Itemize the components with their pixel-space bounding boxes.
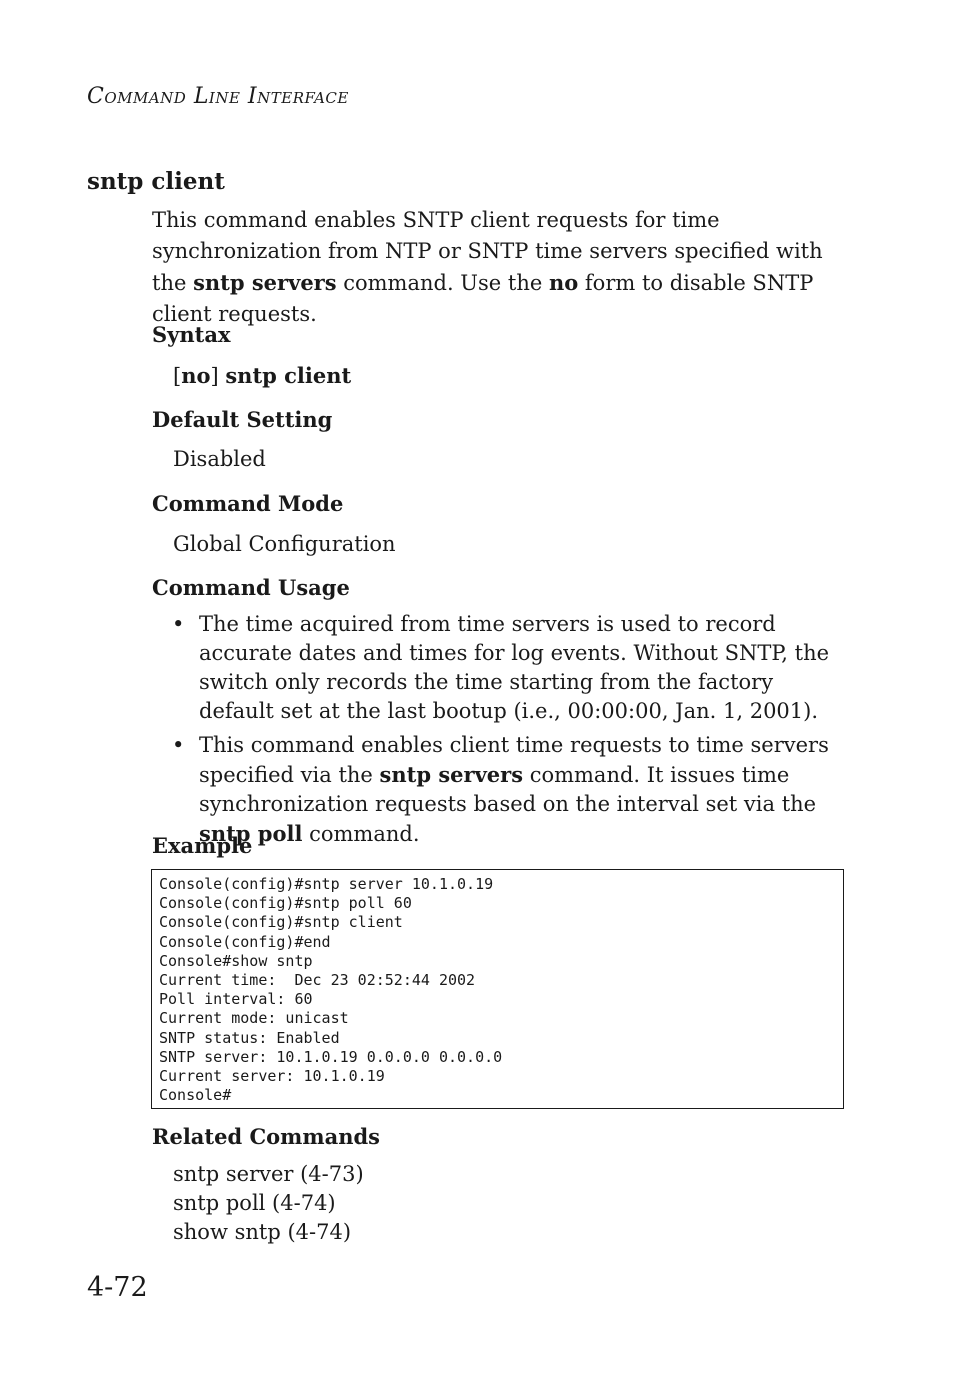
page-number: 4-72 — [87, 1272, 148, 1303]
code-line: Console# — [159, 1086, 232, 1105]
code-line: Poll interval: 60 — [159, 990, 313, 1009]
description-bold-no: no — [548, 270, 579, 295]
default-setting-heading: Default Setting — [152, 407, 333, 432]
bullet-icon: • — [172, 733, 185, 757]
description-text: form to disable SNTP client requests. — [152, 271, 814, 326]
code-line: Console(config)#sntp server 10.1.0.19 — [159, 875, 494, 893]
code-line: Current server: 10.1.0.19 — [159, 1067, 385, 1086]
example-code-block — [151, 869, 844, 1109]
syntax-heading: Syntax — [152, 322, 231, 347]
syntax-bracket: [ — [173, 364, 182, 388]
code-line: Console(config)#sntp client — [159, 913, 403, 932]
command-usage-list — [152, 610, 852, 854]
code-line: Current time: Dec 23 02:52:44 2002 — [159, 971, 476, 990]
command-mode-heading: Command Mode — [152, 491, 344, 516]
bullet-icon: • — [172, 612, 185, 636]
syntax-command: sntp client — [225, 363, 352, 388]
bullet-text: command. It issues time synchronization requests based on the interval set via the — [199, 763, 817, 816]
bullet-text: The time acquired from time servers is used to record accurate dates and times for log events. Without SNTP, the switch only records the time starting from the factory default set at the last bootup (i.e., 00:00:00, Jan. 1, 2001). — [199, 612, 830, 723]
related-command-item: sntp server (4-73) — [173, 1162, 364, 1186]
bullet-text: This command enables client time requests to time servers specified via the — [199, 733, 829, 787]
syntax-no: no — [181, 363, 211, 388]
related-commands-list — [173, 1160, 364, 1247]
default-setting-value: Disabled — [173, 447, 266, 471]
code-line: Console(config)#sntp poll 60 — [159, 894, 412, 913]
command-description — [152, 205, 852, 330]
bullet-text: command. — [302, 822, 420, 846]
syntax-bracket: ] — [210, 364, 226, 388]
command-mode-value: Global Configuration — [173, 532, 396, 556]
description-text: command. Use the — [336, 271, 549, 295]
command-title: sntp client — [87, 168, 225, 195]
related-command-item: show sntp (4-74) — [173, 1220, 352, 1244]
related-command-item: sntp poll (4-74) — [173, 1191, 336, 1215]
related-commands-heading: Related Commands — [152, 1124, 380, 1149]
list-item — [152, 731, 852, 849]
description-text: This command enables SNTP client requests for time synchronization from NTP or SNTP time servers specified with the — [152, 208, 823, 295]
example-heading: Example — [152, 833, 253, 858]
code-line: Console#show sntp — [159, 951, 313, 970]
list-item — [152, 610, 852, 726]
bullet-bold-sntp-poll: sntp poll — [199, 821, 303, 846]
running-header: Command Line Interface — [87, 84, 349, 109]
command-usage-heading: Command Usage — [152, 575, 350, 600]
code-line: Current mode: unicast — [159, 1009, 349, 1028]
description-bold-sntp-servers: sntp servers — [193, 270, 337, 295]
bullet-bold-sntp-servers: sntp servers — [379, 762, 524, 787]
syntax-body — [173, 363, 351, 388]
code-line: Console(config)#end — [159, 932, 331, 951]
code-line: SNTP status: Enabled — [159, 1028, 340, 1047]
code-line: SNTP server: 10.1.0.19 0.0.0.0 0.0.0.0 — [159, 1047, 503, 1066]
